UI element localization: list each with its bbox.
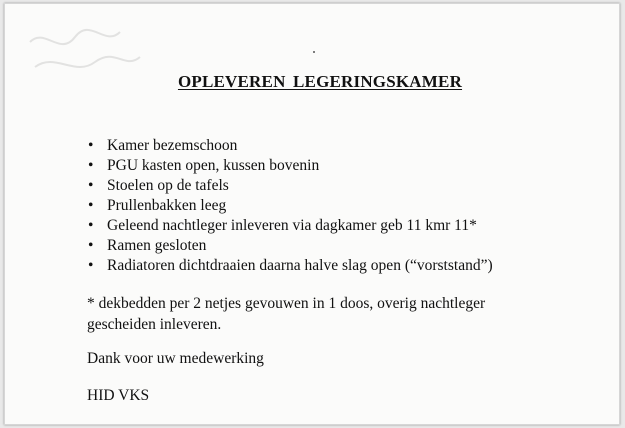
list-item-text: Radiatoren dichtdraaien daarna halve slag open (“vorststand”) <box>107 257 493 274</box>
list-item <box>88 196 493 216</box>
list-item <box>88 136 493 156</box>
signature: HID VKS <box>87 387 150 404</box>
bullet-icon: • <box>88 217 94 234</box>
bullet-icon: • <box>88 157 94 174</box>
document-title: OPLEVEREN LEGERINGSKAMER <box>177 72 463 91</box>
list-item <box>88 176 493 196</box>
footnote-line-2: gescheiden inleveren. <box>87 316 222 333</box>
list-item-text: Ramen gesloten <box>107 237 207 254</box>
bullet-icon: • <box>88 137 94 154</box>
footnote-line-1: * dekbedden per 2 netjes gevouwen in 1 doos, overig nachtleger <box>87 295 486 312</box>
bullet-icon: • <box>88 197 94 214</box>
footnote <box>87 293 567 335</box>
list-item <box>88 156 493 176</box>
list-item-text: Stoelen op de tafels <box>107 177 229 194</box>
list-item-text: Geleend nachtleger inleveren via dagkamer geb 11 kmr 11* <box>107 217 477 234</box>
checklist <box>88 136 493 276</box>
list-item-text: Kamer bezemschoon <box>107 137 238 154</box>
list-item-text: PGU kasten open, kussen bovenin <box>107 157 320 174</box>
bullet-icon: • <box>88 237 94 254</box>
list-item <box>88 256 493 276</box>
thanks-text: Dank voor uw medewerking <box>87 350 264 367</box>
list-item <box>88 216 493 236</box>
bullet-icon: • <box>88 257 94 274</box>
list-item-text: Prullenbakken leeg <box>107 197 227 214</box>
paper-speck <box>313 51 315 53</box>
bullet-icon: • <box>88 177 94 194</box>
list-item <box>88 236 493 256</box>
